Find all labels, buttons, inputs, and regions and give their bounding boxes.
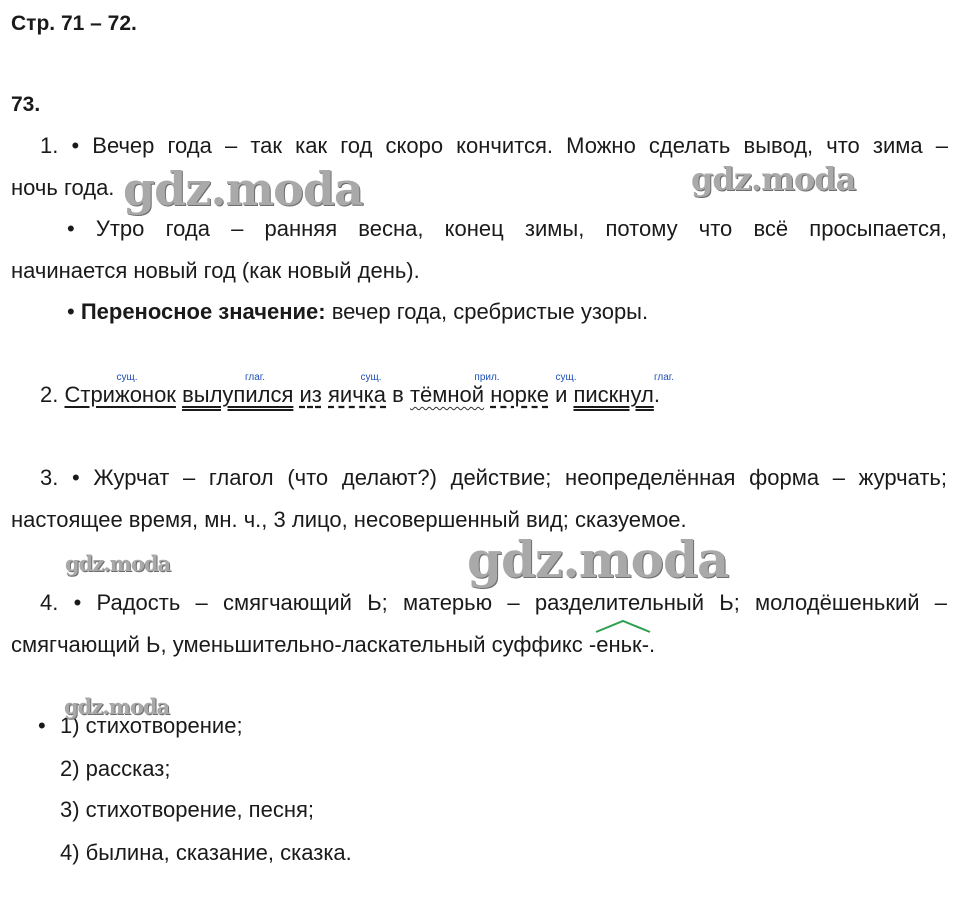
list-bullet: • [38,713,46,738]
word-adverbial: норке [490,382,549,407]
watermark-logo: gdz.moda [123,162,363,216]
pos-tag: глаг. [653,372,675,383]
list-item: 1) стихотворение; [60,713,243,738]
task-number: 73. [11,93,41,116]
figurative-meaning-text: вечер года, сребристые узоры. [325,299,649,324]
suffix-enk [596,632,641,658]
word-v: в [392,382,404,407]
suffix-text: еньк [596,632,642,657]
suffix-arc-icon [594,618,652,634]
word-prep-iz: из [299,382,322,407]
watermark-logo: gdz.moda [65,551,171,576]
item4-line2-prefix: смягчающий Ь, уменьшительно-ласкательный суффикс - [11,632,597,657]
watermark-logo: gdz.moda [64,694,170,719]
word-predicate-2: пискнул [573,382,654,407]
list-item: 4) былина, сказание, сказка. [60,840,352,865]
list-item: 2) рассказ; [60,756,171,781]
item2-sentence [40,382,660,408]
word-object: яичка [328,382,387,407]
pos-tag: сущ. [360,372,382,383]
page-reference: Стр. 71 – 72. [11,12,137,35]
item4-line2-end: -. [641,632,656,657]
word-predicate: вылупился [182,382,294,407]
item4-line2 [11,632,655,658]
word-attribute: тёмной [409,382,485,407]
item1-line2: ночь года. [11,175,115,200]
pos-tag: сущ. [555,372,577,383]
figurative-meaning-label: Переносное значение: [80,299,326,324]
item3-line2: настоящее время, мн. ч., 3 лицо, несовершенный вид; сказуемое. [11,507,687,532]
item1-line4: начинается новый год (как новый день). [11,258,420,283]
bullet: • [67,299,75,324]
pos-tag: прил. [474,372,500,383]
pos-tag: глаг. [244,372,266,383]
item3-line1: 3. • Журчат – глагол (что делают?) действие; неопределённая форма – журчать; [40,465,947,490]
item4-line1: 4. • Радость – смягчающий Ь; матерью – разделительный Ь; молодёшенький – [40,590,947,615]
watermark-logo: gdz.moda [691,160,856,198]
list-item: 3) стихотворение, песня; [60,797,314,822]
watermark-logo: gdz.moda [467,530,729,589]
word-i: и [555,382,568,407]
item2-number: 2. [40,382,59,407]
item1-line5 [67,299,648,325]
word-subject: Стрижонок [64,382,176,407]
item1-line3: • Утро года – ранняя весна, конец зимы, потому что всё просыпается, [67,216,947,241]
pos-tag: сущ. [116,372,138,383]
word-period: . [653,382,660,407]
item1-line1: 1. • Вечер года – так как год скоро кончится. Можно сделать вывод, что зима – [40,133,948,158]
